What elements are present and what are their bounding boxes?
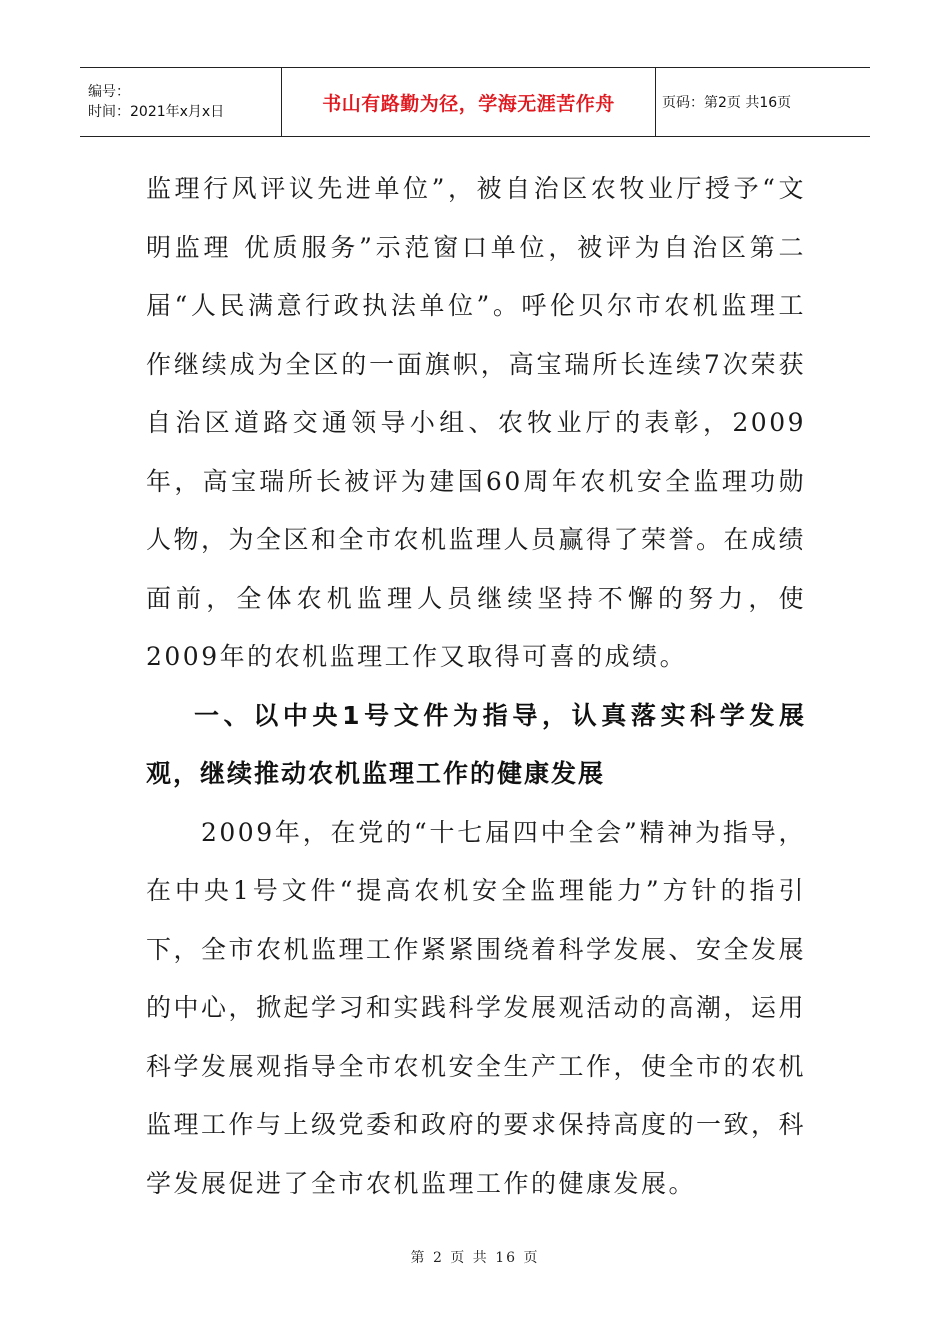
header-motto: 书山有路勤为径，学海无涯苦作舟 [282, 68, 656, 136]
document-header [80, 67, 870, 137]
page-footer: 第 2 页 共 16 页 [410, 1250, 540, 1266]
document-body [146, 160, 806, 1213]
serial-number-label: 编号： [88, 84, 130, 100]
body-paragraph: 监理行风评议先进单位”，被自治区农牧业厅授予“文明监理 优质服务”示范窗口单位，被评为自治区第二届“人民满意行政执法单位”。呼伦贝尔市农机监理工作继续成为全区的一面旗帜，高宝瑞所长连续7次荣获自治区道路交通领导小组、农牧业厅的表彰，2009年，高宝瑞所长被评为建国60周年农机安全监理功勋人物，为全区和全市农机监理人员赢得了荣誉。在成绩面前，全体农机监理人员继续坚持不懈的努力，使2009年的农机监理工作又取得可喜的成绩。 [146, 174, 807, 671]
header-meta [80, 68, 282, 136]
date-label: 时间：2021年x月x日 [88, 104, 225, 120]
section-heading: 一、以中央1号文件为指导，认真落实科学发展观，继续推动农机监理工作的健康发展 [146, 700, 806, 788]
header-page-info: 页码：第2页 共16页 [662, 95, 792, 111]
body-paragraph: 2009年，在党的“十七届四中全会”精神为指导，在中央1号文件“提高农机安全监理能力”方针的指引下，全市农机监理工作紧紧围绕着科学发展、安全发展的中心，掀起学习和实践科学发展观活动的高潮，运用科学发展观指导全市农机安全生产工作，使全市的农机监理工作与上级党委和政府的要求保持高度的一致，科学发展促进了全市农机监理工作的健康发展。 [146, 817, 807, 1198]
